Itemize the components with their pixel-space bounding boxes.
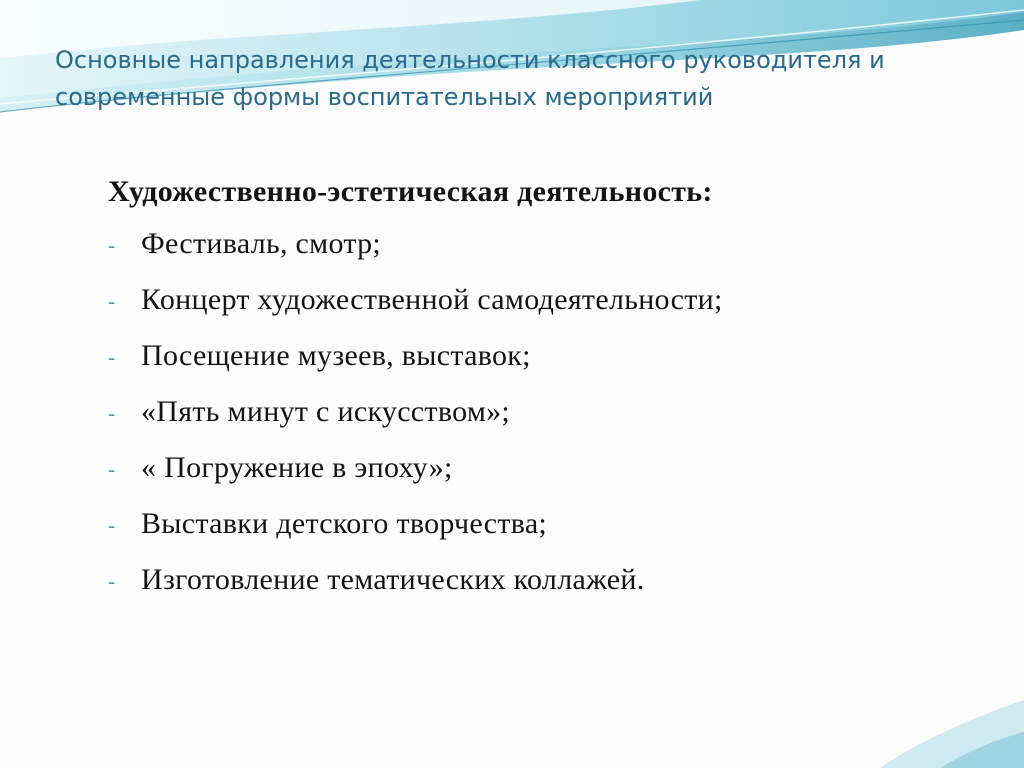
dash-bullet-icon: -: [108, 289, 116, 314]
list-item-text: Изготовление тематических коллажей.: [141, 563, 645, 596]
list-item-text: « Погружение в эпоху»;: [141, 451, 453, 484]
dash-bullet-icon: -: [108, 513, 116, 538]
list-item: [108, 336, 988, 378]
list-item-text: Посещение музеев, выставок;: [141, 339, 531, 372]
activity-list: [108, 224, 988, 602]
list-item-text: Фестиваль, смотр;: [141, 227, 382, 260]
list-item: [108, 448, 988, 490]
dash-bullet-icon: -: [108, 569, 116, 594]
list-item-text: «Пять минут с искусством»;: [141, 395, 511, 428]
section-heading: Художественно-эстетическая деятельность:: [108, 175, 713, 208]
list-item: [108, 560, 988, 602]
dash-bullet-icon: -: [108, 401, 116, 426]
list-item: [108, 280, 988, 322]
dash-bullet-icon: -: [108, 233, 116, 258]
list-item-text: Выставки детского творчества;: [141, 507, 548, 540]
list-item: [108, 504, 988, 546]
slide-title: Основные направления деятельности классного руководителя и современные формы воспитательных мероприятий: [55, 46, 885, 111]
dash-bullet-icon: -: [108, 345, 116, 370]
dash-bullet-icon: -: [108, 457, 116, 482]
list-item-text: Концерт художественной самодеятельности;: [141, 283, 723, 316]
list-item: [108, 392, 988, 434]
list-item: [108, 224, 988, 266]
slide-content: [108, 172, 988, 616]
